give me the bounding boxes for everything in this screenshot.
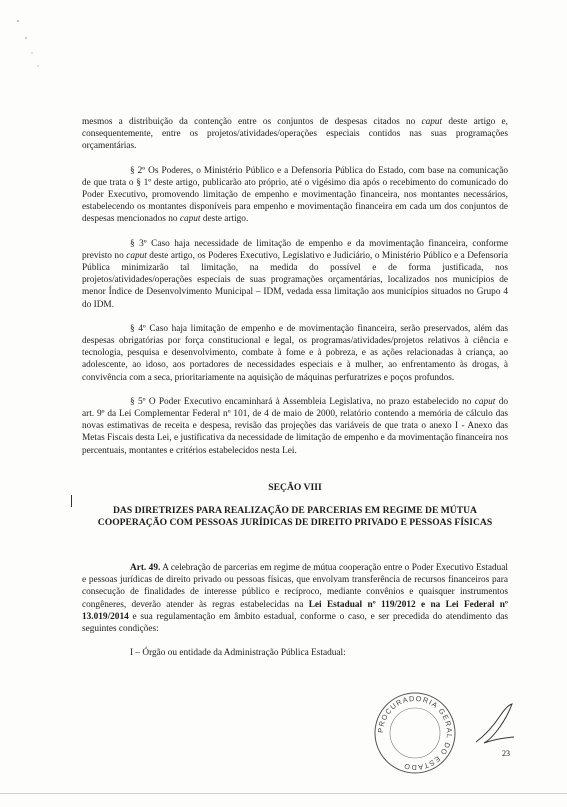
margin-mark — [71, 495, 72, 507]
official-stamp — [372, 690, 458, 776]
section-subtitle: DAS DIRETRIZES PARA REALIZAÇÃO DE PARCERIAS EM REGIME DE MÚTUA COOPERAÇÃO COM PESSOAS JURÍDICAS DE DIREITO PRIVADO E PESSOAS FÍSICAS — [97, 505, 493, 529]
stamp-text: PROCURADORIA GERAL DO ESTADO — [375, 693, 455, 773]
svg-text:PROCURADORIA GERAL DO ESTADO — [376, 694, 454, 772]
page-number: 23 — [502, 749, 510, 758]
paragraph-section-4: § 4º Caso haja limitação de empenho e de movimentação financeira, serão preservados, além das despesas obrigatórias por força constitucional e legal, os programas/atividades/projetos relativos à ciência e tecnologia, pesquisa e desenvolvimento, combate à fome e à pobreza, e as ações relacionadas à criança, ao adolescente, ao idoso, aos portadores de necessidades especiais e à mulher, ao enfrentamento às drogas, à convivência com a seca, prioritariamente na aquisição de máquinas perfuratrizes e poços profundos. — [82, 323, 508, 383]
scan-edge-line — [0, 793, 567, 794]
scan-specks — [14, 18, 44, 68]
paragraph-section-2: § 2º Os Poderes, o Ministério Público e a Defensoria Pública do Estado, com base na comunicação de que trata o § 1º deste artigo, publicarão ato próprio, até o vigésimo dia após o recebimento do comunicado do Poder Executivo, promovendo limitação de empenho e movimentação financeira, nos montantes necessários, estabelecendo os montantes disponíveis para empenho e movimentação financeira em cada um dos conjuntos de despesas mencionados no caput deste artigo. — [82, 165, 508, 225]
body-text-top — [82, 116, 508, 457]
section-title: SEÇÃO VIII — [268, 482, 322, 493]
paragraph-section-3: § 3º Caso haja necessidade de limitação de empenho e da movimentação financeira, conforme previsto no caput deste artigo, os Poderes Executivo, Legislativo e Judiciário, o Ministério Público e a Defensoria Pública minimizarão tal limitação, na medida do possível e de forma justificada, nos projetos/atividades/operações especiais de suas programações orçamentárias, localizados nos municípios de menor Índice de Desenvolvimento Municipal – IDM, vedada essa limitação aos municípios situados no Grupo 4 do IDM. — [82, 238, 508, 310]
list-item-1: I – Órgão ou entidade da Administração Pública Estadual: — [130, 648, 346, 659]
body-text-art49 — [82, 562, 508, 659]
paragraph-continuation: mesmos a distribuição da contenção entre os conjuntos de despesas citados no caput deste artigo e, consequentemente, entre os projetos/atividades/operações especiais contidos nas suas programações orçamentárias. — [82, 117, 508, 152]
paragraph-art-49: Art. 49. A celebração de parcerias em regime de mútua cooperação entre o Poder Executivo Estadual e pessoas jurídicas de direito privado ou pessoas físicas, que envolvam transferência de recursos financeiros para consecução de finalidades de interesse público e recíproco, mediante convênios e quaisquer instrumentos congêneres, deverão atender às regras estabelecidas na Lei Estadual nº 119/2012 e na Lei Federal nº 13.019/2014 e sua regulamentação em âmbito estadual, conforme o caso, e ser precedida do atendimento das seguintes condições: — [82, 563, 508, 635]
signature — [474, 702, 516, 748]
paragraph-section-5: § 5º O Poder Executivo encaminhará à Assembleia Legislativa, no prazo estabelecido no caput do art. 9º da Lei Complementar Federal nº 101, de 4 de maio de 2000, relatório contendo a memória de cálculo das novas estimativas de receita e despesa, revisão das projeções das variáveis de que trata o anexo I - Anexo das Metas Fiscais desta Lei, e justificativa da necessidade de limitação de empenho e da movimentação financeira nos percentuais, montantes e critérios estabelecidos nesta Lei. — [82, 396, 509, 456]
